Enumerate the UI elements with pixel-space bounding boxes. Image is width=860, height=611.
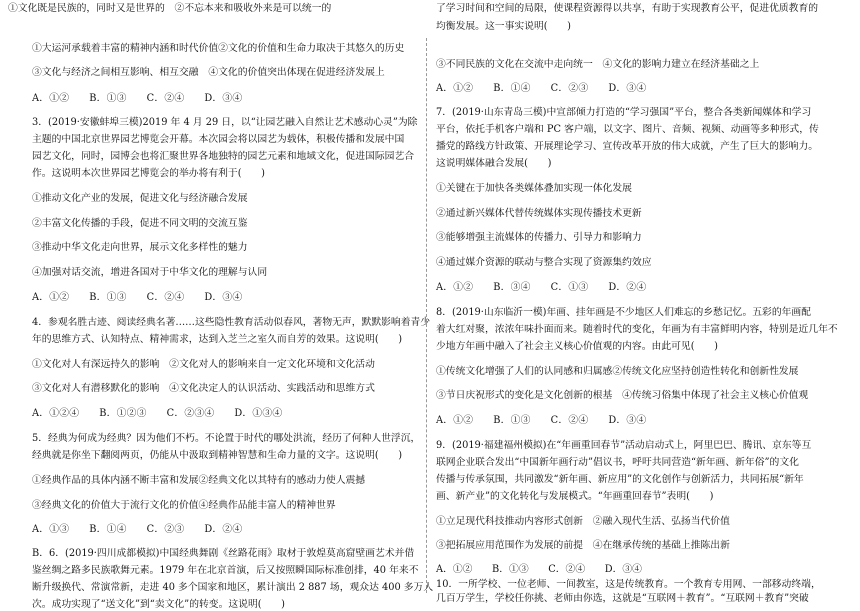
q3-option-2: ②丰富文化传播的手段，促进不同文明的交流互鉴 bbox=[32, 218, 248, 229]
q3-stem-line-3: 园艺文化，同时，园博会也将汇聚世界各地独特的园艺元素和地域文化，促进国际园艺合 bbox=[32, 151, 415, 162]
q7-option-2: ②通过新兴媒体代替传统媒体实现传播技术更新 bbox=[436, 208, 642, 219]
q8-stem-line-1: 8．(2019·山东临沂一模)年画、挂年画是不少地区人们难忘的乡愁记忆。五彩的年画配 bbox=[436, 307, 812, 318]
q5-option-1: ①经典作品的具体内涵不断丰富和发展②经典文化以其特有的感动力使人震撼 bbox=[32, 475, 366, 486]
q3-option-4: ④加强对话交流，增进各国对于中华文化的理解与认同 bbox=[32, 267, 268, 278]
q3-answer-choices: A．①② B．①③ C．②④ D．③④ bbox=[32, 292, 243, 303]
q3-stem-line-1: 3．(2019·安徽蚌埠三模)2019 年 4 月 29 日，以“让园艺融入自然让艺术感动心灵”为除 bbox=[32, 117, 418, 128]
q8-answer-choices: A．①② B．①③ C．②④ D．③④ bbox=[436, 415, 647, 426]
q3-option-3: ③推动中华文化走向世界，展示文化多样性的魅力 bbox=[32, 242, 248, 253]
q7-stem-line-1: 7．(2019·山东青岛三模)中宣部倾力打造的“学习强国”平台，整合各类新闻媒体和学习 bbox=[436, 107, 812, 118]
q7-answer-choices: A．①② B．③④ C．①③ D．②④ bbox=[436, 282, 647, 293]
q2-options-line-2: ③文化与经济之间相互影响、相互交融 ④文化的价值突出体现在促进经济发展上 bbox=[32, 67, 385, 78]
q8-option-1: ①传统文化增强了人们的认同感和归属感②传统文化应坚持创造性转化和创新性发展 bbox=[436, 366, 799, 377]
q5-stem-line-1: 5．经典为何成为经典？因为他们不朽。不论置于时代的哪处洪流，经历了何种人世浮沉， bbox=[32, 433, 421, 444]
q7-stem-line-2: 平台，依托手机客户端和 PC 客户端，以文字、图片、音频、视频、动画等多种形式，传 bbox=[436, 124, 819, 135]
q10-stem-line-1: 10．一所学校、一位老师、一间教室，这是传统教育。一个教育专用网、一部移动终端， bbox=[436, 579, 821, 590]
q3-option-1: ①推动文化产业的发展，促进文化与经济融合发展 bbox=[32, 193, 248, 204]
q8-option-2: ③节日庆祝形式的变化是文化创新的根基 ④传统习俗集中体现了社会主义核心价值观 bbox=[436, 390, 809, 401]
q7-option-4: ④通过媒介资源的联动与整合实现了资源集约效应 bbox=[436, 257, 652, 268]
q9-option-1: ①立足现代科技推动内容形式创新 ②融入现代生活、弘扬当代价值 bbox=[436, 516, 730, 527]
q6-stem-line-1: B．6．(2019·四川成都模拟)中国经典舞剧《丝路花雨》取材于敦煌莫高窟壁画艺术并借 bbox=[32, 548, 415, 559]
q8-stem-line-2: 着大红对聚，浓浓年味扑面而来。随着时代的变化，年画为有丰富鲜明内容，特别是近几年不 bbox=[436, 324, 838, 335]
q9-stem-line-4: 画、新产业”的文化转化与发展模式。“年画重回春节”表明( ) bbox=[436, 491, 714, 502]
q6-stem-line-2: 鉴丝绸之路多民族歌舞元素。1979 年在北京首演，后又按照瞬国际标准创排，40 年来不 bbox=[32, 565, 419, 576]
q6-options-line-2: ③不同民族的文化在交流中走向统一 ④文化的影响力建立在经济基础之上 bbox=[436, 59, 760, 70]
q3-stem-line-4: 作。这说明本次世界园艺博览会的举办将有利于( ) bbox=[32, 168, 265, 179]
q4-option-1: ①文化对人有深远持久的影响 ②文化对人的影响来自一定文化环境和文化活动 bbox=[32, 359, 375, 370]
q6-stem-line-3: 断升级换代、常演常新，走进 40 多个国家和地区，累计演出 2 887 场，观众达 400 多万人 bbox=[32, 582, 434, 593]
q9-option-2: ③把拓展应用范围作为发展的前提 ④在继承传统的基础上推陈出新 bbox=[436, 540, 730, 551]
q5-option-2: ③经典文化的价值大于流行文化的价值④经典作品能丰富人的精神世界 bbox=[32, 500, 336, 511]
q2-options-line-1: ①大运河承载着丰富的精神内涵和时代价值②文化的价值和生命力取决于其悠久的历史 bbox=[32, 43, 405, 54]
q10-stem-line-2: 几百万学生，学校任你挑、老师由你选，这就是“互联网＋教育”。“互联网＋教育”突破 bbox=[436, 593, 809, 604]
q4-stem-line-1: 4．参观名胜古迹、阅读经典名著……这些隐性教育活动似春风，著物无声，默默影响着青少 bbox=[32, 317, 431, 328]
q9-answer-choices: A．①② B．①③ C．②④ D．③④ bbox=[436, 564, 642, 575]
q6-option-1: ①文化既是民族的，同时又是世界的 ②不忘本来和吸收外来是可以统一的 bbox=[8, 3, 332, 14]
q6-stem-line-4: 次。成功实现了“送文化”到“卖文化”的转变。这说明( ) bbox=[32, 599, 286, 610]
q5-stem-line-2: 经典就是你坐下翻阅两页，仍能从中汲取到精神智慧和生命力量的文字。这说明( ) bbox=[32, 450, 403, 461]
q10-stem-line-3: 了学习时间和空间的局限，使课程资源得以共享，有助于实现教育公平，促进优质教育的 bbox=[436, 3, 819, 14]
q4-stem-line-2: 年的思维方式、认知特点、精神需求，达到入芝兰之室久而自芳的效果。这说明( ) bbox=[32, 334, 403, 345]
q4-option-2: ③文化对人有潜移默化的影响 ④文化决定人的认识活动、实践活动和思维方式 bbox=[32, 383, 375, 394]
q10-stem-line-4: 均衡发展。这一事实说明( ) bbox=[436, 21, 572, 32]
q7-option-1: ①关键在于加快各类媒体叠加实现一体化发展 bbox=[436, 183, 632, 194]
q9-stem-line-2: 联网企业联合发出“中国新年画行动”倡议书，呼吁共同营造“新年画、新年俗”的文化 bbox=[436, 457, 799, 468]
q7-stem-line-4: 这说明媒体融合发展( ) bbox=[436, 158, 552, 169]
q2-answer-choices: A．①② B．①③ C．②④ D．③④ bbox=[32, 93, 243, 104]
q5-answer-choices: A．①③ B．①④ C．②③ D．②④ bbox=[32, 524, 243, 535]
q3-stem-line-2: 主题的中国北京世界园艺博览会开幕。本次园会将以园艺为载体，积极传播和发展中国 bbox=[32, 134, 405, 145]
q6-answer-choices: A．①② B．①④ C．②③ D．③④ bbox=[436, 83, 647, 94]
q4-answer-choices: A．①②④ B．①②③ C．②③④ D．①③④ bbox=[32, 408, 283, 419]
q7-option-3: ③能够增强主流媒体的传播力、引导力和影响力 bbox=[436, 232, 642, 243]
q8-stem-line-3: 少地方年画中融入了社会主义核心价值观的内容。由此可见( ) bbox=[436, 341, 718, 352]
q7-stem-line-3: 播党的路线方针政策、开展理论学习、宣传改革开放的伟大成就，产生了巨大的影响力。 bbox=[436, 141, 819, 152]
q9-stem-line-3: 传播与传承氛围，共同激发“新年画、新应用”的文化创作与创新活力，共同拓展“新年 bbox=[436, 474, 804, 485]
q9-stem-line-1: 9．(2019·福建福州模拟)在“年画重回春节”活动启动式上，阿里巴巴、腾讯、京东等互 bbox=[436, 440, 812, 451]
